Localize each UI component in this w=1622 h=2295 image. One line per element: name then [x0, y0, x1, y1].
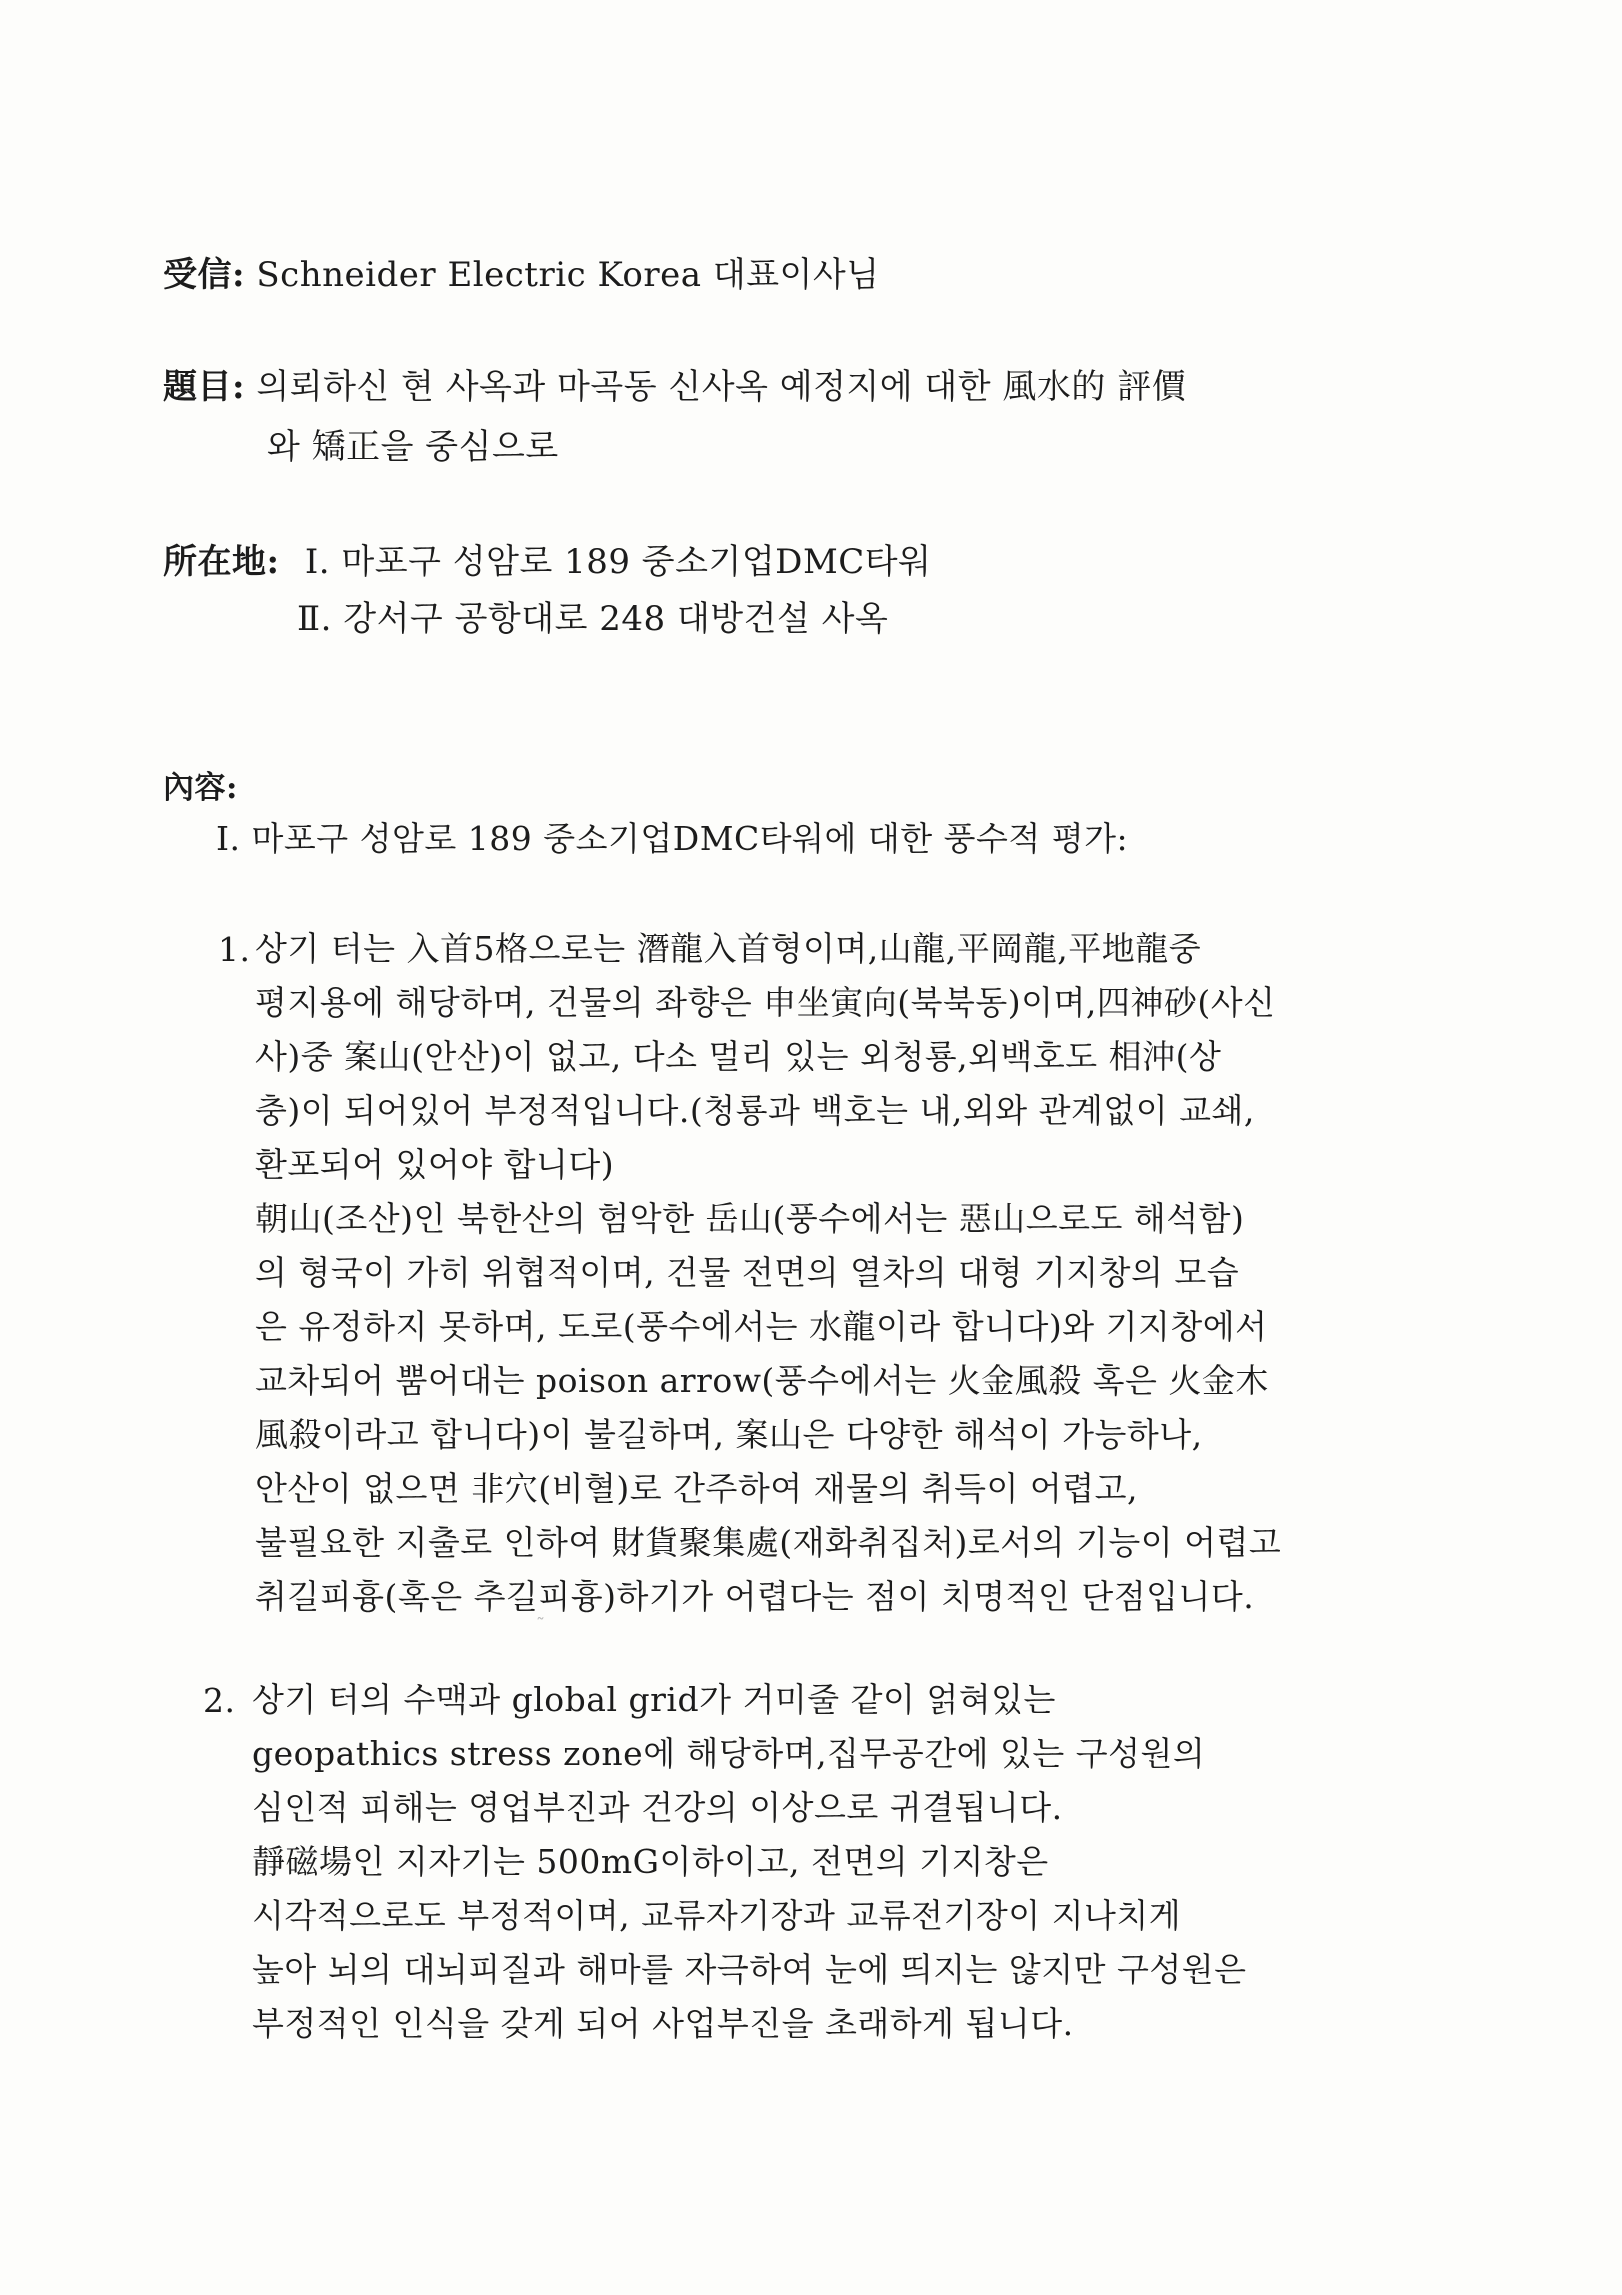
- item-1-number: 1.: [218, 930, 251, 969]
- recipient-label: 受信:: [163, 255, 246, 295]
- item-1-line: 朝山(조산)인 북한산의 험악한 岳山(풍수에서는 惡山으로도 해석함): [255, 1199, 1245, 1238]
- subject-label: 題目:: [163, 367, 246, 407]
- recipient-line: [163, 255, 880, 295]
- item-1-line: 風殺이라고 합니다)이 불길하며, 案山은 다양한 해석이 가능하나,: [255, 1415, 1203, 1454]
- subject-line-1: [163, 367, 1187, 407]
- item-2-line: 상기 터의 수맥과 global grid가 거미줄 같이 얽혀있는: [252, 1680, 1056, 1719]
- item-2-paragraph: [252, 1673, 1247, 2051]
- item-1-line: 환포되어 있어야 합니다): [255, 1145, 615, 1184]
- item-2-line: 靜磁場인 지자기는 500mG이하이고, 전면의 기지창은: [252, 1842, 1049, 1881]
- content-label: 內容:: [163, 770, 238, 806]
- item-2-number: 2.: [203, 1681, 236, 1720]
- recipient-value: Schneider Electric Korea 대표이사님: [256, 255, 880, 295]
- subject-line-2: [267, 427, 559, 467]
- location-line-2: [297, 599, 889, 639]
- item-2-line: 심인적 피해는 영업부진과 건강의 이상으로 귀결됩니다.: [252, 1788, 1063, 1827]
- item-1-line: 충)이 되어있어 부정적입니다.(청룡과 백호는 내,외와 관계없이 교쇄,: [255, 1091, 1255, 1130]
- location-line-1: [163, 542, 932, 582]
- item-1-paragraph: [255, 922, 1281, 1624]
- item-2-line: 부정적인 인식을 갖게 되어 사업부진을 초래하게 됩니다.: [252, 2004, 1074, 2043]
- item-2-line: 높아 뇌의 대뇌피질과 해마를 자극하여 눈에 띄지는 않지만 구성원은: [252, 1950, 1247, 1989]
- item-1-line: 안산이 없으면 非穴(비혈)로 간주하여 재물의 취득이 어렵고,: [255, 1469, 1138, 1508]
- item-1-line: 상기 터는 入首5格으로는 潛龍入首형이며,山龍,平岡龍,平地龍중: [255, 929, 1202, 968]
- item-2-line: 시각적으로도 부정적이며, 교류자기장과 교류전기장이 지나치게: [252, 1896, 1182, 1935]
- subject-text-1: 의뢰하신 현 사옥과 마곡동 신사옥 예정지에 대한 風水的 評價: [256, 367, 1187, 407]
- section-title: Ⅰ. 마포구 성암로 189 중소기업DMC타워에 대한 풍수적 평가:: [216, 819, 1129, 858]
- item-1-line: 평지용에 해당하며, 건물의 좌향은 申坐寅向(북북동)이며,四神砂(사신: [255, 983, 1276, 1022]
- item-2-line: geopathics stress zone에 해당하며,집무공간에 있는 구성원의: [252, 1734, 1206, 1773]
- location-label: 所在地:: [163, 542, 280, 582]
- item-1-line: 교차되어 뿜어대는 poison arrow(풍수에서는 火金風殺 혹은 火金木: [255, 1361, 1269, 1400]
- scan-speck: ˜: [536, 1615, 545, 1636]
- item-1-line: 은 유정하지 못하며, 도로(풍수에서는 水龍이라 합니다)와 기지창에서: [255, 1307, 1268, 1346]
- item-1-line: 사)중 案山(안산)이 없고, 다소 멀리 있는 외청룡,외백호도 相沖(상: [255, 1037, 1222, 1076]
- item-1-line: 불필요한 지출로 인하여 財貨聚集處(재화취집처)로서의 기능이 어렵고: [255, 1523, 1282, 1562]
- item-1-line: 취길피흉(혹은 추길피흉)하기가 어렵다는 점이 치명적인 단점입니다.: [255, 1577, 1255, 1616]
- location-1: Ⅰ. 마포구 성암로 189 중소기업DMC타워: [304, 542, 932, 582]
- subject-text-2: 와 矯正을 중심으로: [267, 427, 559, 467]
- item-1-line: 의 형국이 가히 위협적이며, 건물 전면의 열차의 대형 기지창의 모습: [255, 1253, 1240, 1292]
- location-2: Ⅱ. 강서구 공항대로 248 대방건설 사옥: [297, 599, 889, 639]
